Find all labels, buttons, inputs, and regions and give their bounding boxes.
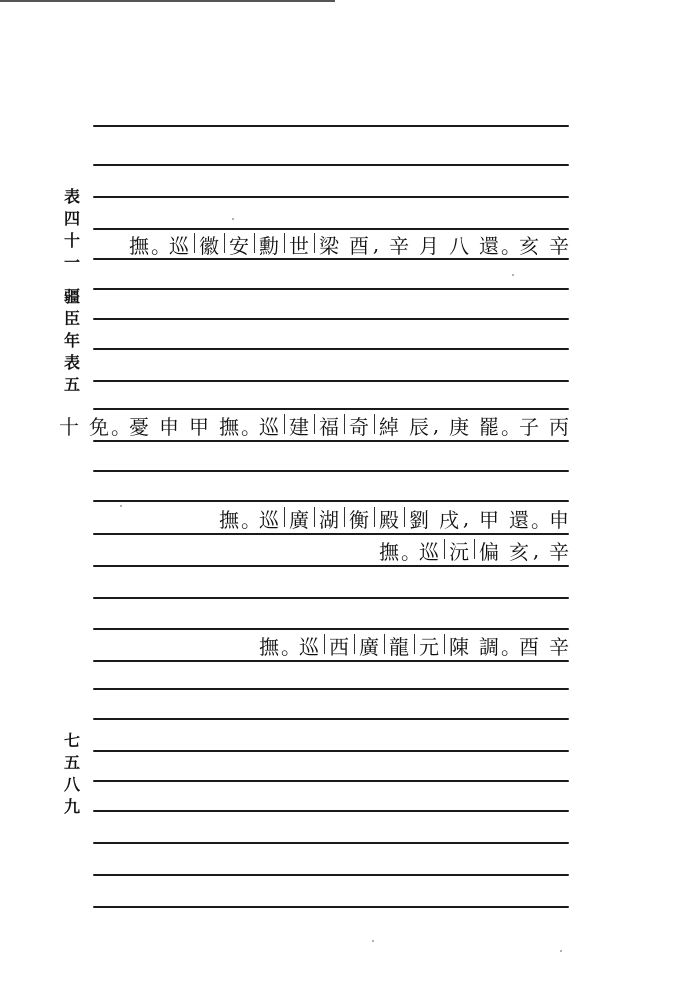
entry-char: 巡: [259, 507, 279, 532]
rule-line: [93, 780, 569, 782]
rule-line: [93, 660, 569, 662]
side-title-char: 表: [63, 353, 80, 372]
entry-char: 元: [417, 631, 441, 660]
rule-line: [93, 906, 569, 908]
scan-speck: [372, 940, 374, 942]
entry-char: ,: [432, 413, 440, 437]
entry-char: 撫: [259, 634, 279, 659]
entry-char: 調: [479, 634, 499, 659]
rule-line: [93, 440, 569, 442]
entry-row-1: [121, 229, 571, 259]
entry-char: 甲: [189, 414, 209, 439]
rule-line: [93, 380, 569, 382]
entry-char: 丙: [549, 414, 569, 439]
entry-char: 陳: [447, 631, 471, 660]
entry-char: 撫: [219, 414, 239, 439]
entry-row-3: [211, 503, 571, 533]
entry-char: ,: [532, 538, 540, 562]
entry-char: 亥: [519, 233, 539, 258]
entry-char: 。: [151, 233, 171, 258]
entry-char: 子: [519, 414, 539, 439]
entry-char: 辛: [549, 233, 569, 258]
entry-char: 憂: [129, 414, 149, 439]
rule-line: [93, 688, 569, 690]
rule-line: [93, 500, 569, 502]
entry-char: 。: [501, 414, 521, 439]
entry-char: 湖: [317, 504, 341, 533]
entry-char: 偏: [477, 536, 501, 565]
rule-line: [93, 597, 569, 599]
side-title-char: 年: [63, 331, 80, 350]
entry-char: 廣: [287, 504, 311, 533]
entry-char: 。: [501, 634, 521, 659]
page-number-char: 五: [63, 753, 80, 772]
entry-char: 龍: [387, 631, 411, 660]
entry-char: 申: [159, 414, 179, 439]
entry-char: 罷: [479, 414, 499, 439]
entry-row-4: [371, 535, 571, 565]
rule-line: [93, 565, 569, 567]
entry-char: 綽: [377, 411, 401, 440]
entry-char: 西: [327, 631, 351, 660]
entry-char: 。: [241, 414, 261, 439]
rule-line: [93, 288, 569, 290]
entry-char: 巡: [299, 634, 319, 659]
entry-char: 。: [401, 539, 421, 564]
entry-char: 撫: [379, 539, 399, 564]
entry-char: 辛: [549, 539, 569, 564]
entry-char: 徽: [197, 230, 221, 259]
scan-speck: [560, 950, 562, 952]
scan-speck: [512, 274, 514, 276]
entry-char: 劉: [407, 504, 431, 533]
side-title-char: 疆: [63, 287, 80, 306]
entry-char: 。: [111, 414, 131, 439]
entry-row-2: [51, 410, 571, 440]
top-border-rule: [0, 0, 335, 2]
entry-char: 衡: [347, 504, 371, 533]
rule-line: [93, 718, 569, 720]
entry-char: 福: [317, 411, 341, 440]
rule-line: [93, 164, 569, 166]
page-number-char: 八: [63, 775, 80, 794]
side-title-gap: [60, 274, 84, 286]
entry-char: 廣: [357, 631, 381, 660]
page-number-char: 七: [63, 731, 80, 750]
rule-line: [93, 318, 569, 320]
scan-speck: [232, 218, 234, 220]
side-title-char: 表: [63, 187, 80, 206]
page-number: [60, 730, 84, 818]
entry-char: 殿: [377, 504, 401, 533]
entry-char: 申: [549, 507, 569, 532]
entry-char: 酉: [349, 233, 369, 258]
rule-line: [93, 842, 569, 844]
entry-char: 還: [509, 507, 529, 532]
entry-char: 。: [241, 507, 261, 532]
entry-char: 酉: [519, 634, 539, 659]
entry-char: 。: [501, 233, 521, 258]
side-title-char: 四: [63, 209, 80, 228]
side-title-char: 十: [63, 231, 80, 250]
entry-char: 庚: [449, 414, 469, 439]
entry-char: 月: [419, 233, 439, 258]
page-number-char: 九: [63, 797, 80, 816]
entry-char: 還: [479, 233, 499, 258]
entry-char: 巡: [419, 539, 439, 564]
entry-char: 沅: [447, 536, 471, 565]
rule-line: [93, 810, 569, 812]
entry-char: 辛: [389, 233, 409, 258]
entry-char: 撫: [219, 507, 239, 532]
entry-row-5: [251, 630, 571, 660]
rule-line: [93, 196, 569, 198]
entry-char: 巡: [169, 233, 189, 258]
entry-char: ,: [462, 506, 470, 530]
rule-line: [93, 125, 569, 127]
entry-char: 免: [89, 414, 109, 439]
entry-char: 安: [227, 230, 251, 259]
entry-char: 奇: [347, 411, 371, 440]
rule-line: [93, 470, 569, 472]
entry-char: 辛: [549, 634, 569, 659]
entry-char: 八: [449, 233, 469, 258]
entry-char: 。: [531, 507, 551, 532]
entry-char: ,: [372, 232, 380, 256]
entry-char: 建: [287, 411, 311, 440]
entry-char: 甲: [479, 507, 499, 532]
side-title-char: 臣: [63, 309, 80, 328]
entry-char: 巡: [259, 414, 279, 439]
entry-char: 亥: [509, 539, 529, 564]
rule-line: [93, 348, 569, 350]
entry-char: 戌: [439, 507, 459, 532]
scan-speck: [120, 505, 122, 507]
entry-char: 梁: [317, 230, 341, 259]
side-title-char: 一: [63, 253, 80, 272]
entry-char: 十: [59, 414, 79, 439]
side-title-char: 五: [63, 375, 80, 394]
entry-char: 。: [281, 634, 301, 659]
entry-char: 辰: [409, 414, 429, 439]
entry-char: 世: [287, 230, 311, 259]
entry-char: 勳: [257, 230, 281, 259]
rule-line: [93, 874, 569, 876]
rule-line: [93, 750, 569, 752]
side-title: [60, 186, 84, 396]
entry-char: 撫: [129, 233, 149, 258]
